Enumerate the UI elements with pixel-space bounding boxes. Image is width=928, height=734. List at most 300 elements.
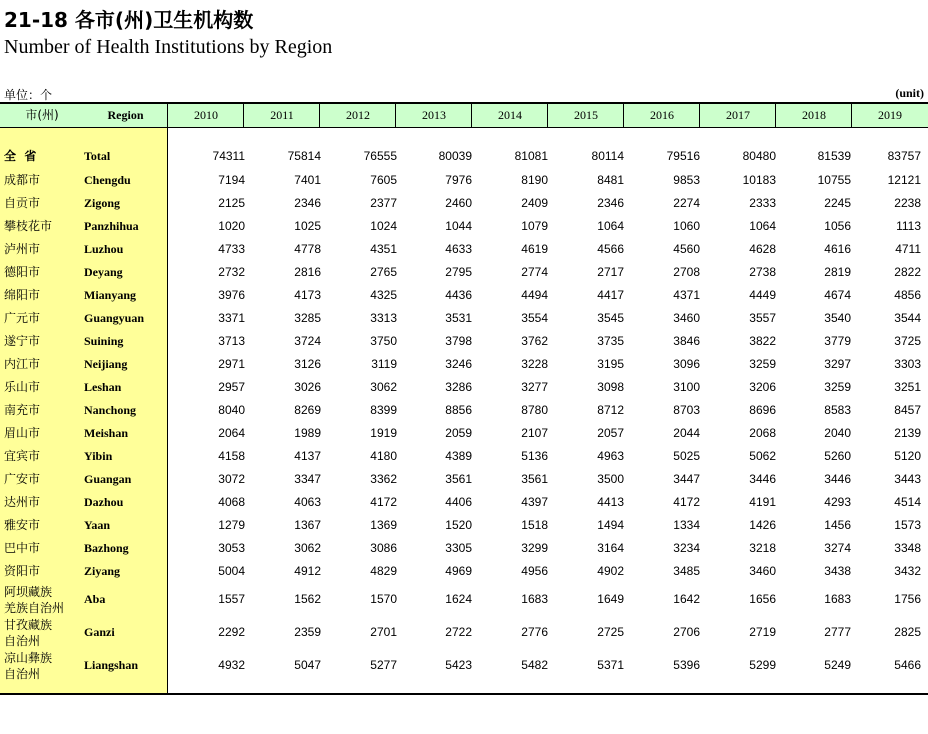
table-row <box>0 356 928 373</box>
cell-value: 8481 <box>597 173 624 187</box>
cell-value: 81081 <box>514 149 548 163</box>
cell-value: 4956 <box>521 564 548 578</box>
cell-value: 4616 <box>824 242 851 256</box>
cell-value: 5466 <box>894 658 921 672</box>
cell-value: 2765 <box>370 265 397 279</box>
cell-value: 5136 <box>521 449 548 463</box>
cell-value: 2708 <box>673 265 700 279</box>
table-row <box>0 148 928 165</box>
cell-value: 5025 <box>673 449 700 463</box>
cell-value: 76555 <box>363 149 397 163</box>
cell-value: 8856 <box>445 403 472 417</box>
cell-value: 1024 <box>370 219 397 233</box>
cell-value: 3713 <box>218 334 245 348</box>
cell-value: 5277 <box>370 658 397 672</box>
region-name-en: Ganzi <box>84 625 115 639</box>
region-name-en: Liangshan <box>84 658 139 672</box>
cell-value: 3228 <box>521 357 548 371</box>
cell-value: 2057 <box>597 426 624 440</box>
cell-value: 4969 <box>445 564 472 578</box>
cell-value: 1369 <box>370 518 397 532</box>
cell-value: 4371 <box>673 288 700 302</box>
cell-value: 1064 <box>597 219 624 233</box>
cell-value: 79516 <box>666 149 700 163</box>
cell-value: 2722 <box>445 625 472 639</box>
cell-value: 2732 <box>218 265 245 279</box>
cell-value: 3438 <box>824 564 851 578</box>
table-row <box>0 195 928 212</box>
region-name-cn: 全 省 <box>4 149 37 163</box>
cell-value: 3557 <box>749 311 776 325</box>
cell-value: 3218 <box>749 541 776 555</box>
unit-label-en: (unit) <box>895 86 924 100</box>
cell-value: 3100 <box>673 380 700 394</box>
cell-value: 8269 <box>294 403 321 417</box>
region-name-cn: 成都市 <box>4 173 41 187</box>
cell-value: 8583 <box>824 403 851 417</box>
table-row <box>0 310 928 327</box>
cell-value: 3062 <box>370 380 397 394</box>
header-year-2016: 2016 <box>650 108 674 122</box>
cell-value: 1060 <box>673 219 700 233</box>
cell-value: 3206 <box>749 380 776 394</box>
cell-value: 2717 <box>597 265 624 279</box>
cell-value: 8399 <box>370 403 397 417</box>
cell-value: 3822 <box>749 334 776 348</box>
region-name-en: Mianyang <box>84 288 137 302</box>
cell-value: 2725 <box>597 625 624 639</box>
cell-value: 3234 <box>673 541 700 555</box>
header-region-cn: 市(州) <box>25 108 59 122</box>
cell-value: 3303 <box>894 357 921 371</box>
cell-value: 3724 <box>294 334 321 348</box>
cell-value: 2245 <box>824 196 851 210</box>
region-name-en: Chengdu <box>84 173 131 187</box>
cell-value: 9853 <box>673 173 700 187</box>
region-name-en: Guangyuan <box>84 311 145 325</box>
cell-value: 81539 <box>817 149 851 163</box>
cell-value: 4172 <box>673 495 700 509</box>
cell-value: 3779 <box>824 334 851 348</box>
cell-value: 8696 <box>749 403 776 417</box>
cell-value: 4633 <box>445 242 472 256</box>
cell-value: 1518 <box>521 518 548 532</box>
cell-value: 4566 <box>597 242 624 256</box>
cell-value: 5371 <box>597 658 624 672</box>
cell-value: 4172 <box>370 495 397 509</box>
region-name-cn: 泸州市 <box>4 242 41 256</box>
cell-value: 3277 <box>521 380 548 394</box>
cell-value: 2719 <box>749 625 776 639</box>
cell-value: 3286 <box>445 380 472 394</box>
cell-value: 3540 <box>824 311 851 325</box>
region-name-en: Luzhou <box>84 242 124 256</box>
cell-value: 4856 <box>894 288 921 302</box>
cell-value: 2825 <box>894 625 921 639</box>
cell-value: 3098 <box>597 380 624 394</box>
table-row <box>0 563 928 580</box>
cell-value: 2238 <box>894 196 921 210</box>
region-name-en: Panzhihua <box>84 219 139 233</box>
cell-value: 2957 <box>218 380 245 394</box>
region-name-en: Zigong <box>84 196 121 210</box>
region-name-cn: 达州市 <box>4 495 41 509</box>
cell-value: 2040 <box>824 426 851 440</box>
cell-value: 2333 <box>749 196 776 210</box>
region-name-cn: 广元市 <box>4 311 41 325</box>
cell-value: 3126 <box>294 357 321 371</box>
cell-value: 3531 <box>445 311 472 325</box>
region-name-en: Aba <box>84 592 106 606</box>
table-row <box>0 218 928 235</box>
cell-value: 5120 <box>894 449 921 463</box>
header-year-2012: 2012 <box>346 108 370 122</box>
cell-value: 4733 <box>218 242 245 256</box>
table-row <box>0 402 928 419</box>
cell-value: 3246 <box>445 357 472 371</box>
cell-value: 7401 <box>294 173 321 187</box>
cell-value: 2346 <box>294 196 321 210</box>
cell-value: 4436 <box>445 288 472 302</box>
table-title-cn: 21-18 各市(州)卫生机构数 <box>4 8 254 32</box>
region-name-en: Leshan <box>84 380 122 394</box>
cell-value: 4180 <box>370 449 397 463</box>
cell-value: 80114 <box>591 149 624 163</box>
cell-value: 3460 <box>749 564 776 578</box>
cell-value: 3072 <box>218 472 245 486</box>
table-row <box>0 540 928 557</box>
cell-value: 3026 <box>294 380 321 394</box>
cell-value: 3347 <box>294 472 321 486</box>
cell-value: 5260 <box>824 449 851 463</box>
cell-value: 4413 <box>597 495 624 509</box>
table-header-rule <box>0 127 928 128</box>
cell-value: 4191 <box>749 495 776 509</box>
region-name-cn: 乐山市 <box>4 380 41 394</box>
cell-value: 4912 <box>294 564 321 578</box>
cell-value: 3299 <box>521 541 548 555</box>
cell-value: 5396 <box>673 658 700 672</box>
cell-value: 1020 <box>218 219 245 233</box>
cell-value: 2777 <box>824 625 851 639</box>
cell-value: 7194 <box>218 173 245 187</box>
region-name-cn: 绵阳市 <box>4 288 41 302</box>
region-name-en: Deyang <box>84 265 123 279</box>
region-name-en: Neijiang <box>84 357 128 371</box>
cell-value: 1426 <box>749 518 776 532</box>
cell-value: 1562 <box>294 592 321 606</box>
cell-value: 3846 <box>673 334 700 348</box>
cell-value: 74311 <box>212 149 245 163</box>
region-name-cn: 攀枝花市 <box>4 219 53 233</box>
cell-value: 2701 <box>370 625 397 639</box>
cell-value: 4325 <box>370 288 397 302</box>
cell-value: 1989 <box>294 426 321 440</box>
cell-value: 3561 <box>521 472 548 486</box>
cell-value: 3096 <box>673 357 700 371</box>
cell-value: 2822 <box>894 265 921 279</box>
cell-value: 2064 <box>218 426 245 440</box>
cell-value: 3053 <box>218 541 245 555</box>
cell-value: 5482 <box>521 658 548 672</box>
cell-value: 3544 <box>894 311 921 325</box>
region-name-en: Dazhou <box>84 495 124 509</box>
header-year-2018: 2018 <box>802 108 826 122</box>
cell-value: 4514 <box>894 495 921 509</box>
cell-value: 4674 <box>824 288 851 302</box>
cell-value: 3446 <box>749 472 776 486</box>
unit-label-cn: 单位：个 <box>4 88 53 102</box>
cell-value: 4173 <box>294 288 321 302</box>
cell-value: 3305 <box>445 541 472 555</box>
cell-value: 3500 <box>597 472 624 486</box>
cell-value: 2774 <box>521 265 548 279</box>
header-region-en: Region <box>107 108 144 122</box>
cell-value: 1683 <box>824 592 851 606</box>
cell-value: 2971 <box>218 357 245 371</box>
cell-value: 4932 <box>218 658 245 672</box>
table-row <box>0 617 928 647</box>
cell-value: 2816 <box>294 265 321 279</box>
cell-value: 1649 <box>597 592 624 606</box>
cell-value: 3348 <box>894 541 921 555</box>
cell-value: 5249 <box>824 658 851 672</box>
cell-value: 75814 <box>287 149 321 163</box>
cell-value: 3259 <box>824 380 851 394</box>
cell-value: 4711 <box>895 242 921 256</box>
cell-value: 5047 <box>294 658 321 672</box>
cell-value: 3460 <box>673 311 700 325</box>
cell-value: 3371 <box>218 311 245 325</box>
cell-value: 2819 <box>824 265 851 279</box>
cell-value: 2274 <box>673 196 700 210</box>
cell-value: 3545 <box>597 311 624 325</box>
table-row <box>0 584 928 614</box>
cell-value: 7605 <box>370 173 397 187</box>
cell-value: 3976 <box>218 288 245 302</box>
cell-value: 1279 <box>218 518 245 532</box>
cell-value: 3554 <box>521 311 548 325</box>
cell-value: 5423 <box>445 658 472 672</box>
cell-value: 2409 <box>521 196 548 210</box>
cell-value: 4494 <box>521 288 548 302</box>
region-name-cn: 宜宾市 <box>4 449 41 463</box>
cell-value: 1367 <box>294 518 321 532</box>
header-year-2011: 2011 <box>270 108 294 122</box>
cell-value: 2107 <box>521 426 548 440</box>
cell-value: 4063 <box>294 495 321 509</box>
cell-value: 2125 <box>218 196 245 210</box>
cell-value: 5004 <box>218 564 245 578</box>
cell-value: 3274 <box>824 541 851 555</box>
cell-value: 3735 <box>597 334 624 348</box>
cell-value: 1113 <box>896 219 921 233</box>
cell-value: 8040 <box>218 403 245 417</box>
cell-value: 3259 <box>749 357 776 371</box>
cell-value: 1683 <box>521 592 548 606</box>
cell-value: 5299 <box>749 658 776 672</box>
cell-value: 1044 <box>445 219 472 233</box>
cell-value: 2059 <box>445 426 472 440</box>
header-year-2019: 2019 <box>878 108 902 122</box>
table-row <box>0 650 928 680</box>
cell-value: 2738 <box>749 265 776 279</box>
region-name-cn: 德阳市 <box>4 265 41 279</box>
cell-value: 3251 <box>894 380 921 394</box>
cell-value: 3762 <box>521 334 548 348</box>
cell-value: 2460 <box>445 196 472 210</box>
cell-value: 2776 <box>521 625 548 639</box>
cell-value: 1056 <box>824 219 851 233</box>
cell-value: 3447 <box>673 472 700 486</box>
cell-value: 3485 <box>673 564 700 578</box>
cell-value: 2377 <box>370 196 397 210</box>
cell-value: 7976 <box>445 173 472 187</box>
region-name-cn: 南充市 <box>4 403 41 417</box>
cell-value: 1624 <box>445 592 472 606</box>
header-year-2013: 2013 <box>422 108 446 122</box>
cell-value: 4068 <box>218 495 245 509</box>
cell-value: 4406 <box>445 495 472 509</box>
cell-value: 2044 <box>673 426 700 440</box>
cell-value: 8712 <box>597 403 624 417</box>
table-row <box>0 448 928 465</box>
table-row <box>0 333 928 350</box>
cell-value: 1656 <box>749 592 776 606</box>
cell-value: 3313 <box>370 311 397 325</box>
table-row <box>0 517 928 534</box>
region-name-cn: 自贡市 <box>4 196 41 210</box>
cell-value: 3086 <box>370 541 397 555</box>
table-row <box>0 425 928 442</box>
cell-value: 2706 <box>673 625 700 639</box>
cell-value: 8457 <box>894 403 921 417</box>
region-name-cn: 眉山市 <box>4 426 41 440</box>
region-name-en: Yibin <box>84 449 113 463</box>
header-year-2014: 2014 <box>498 108 522 122</box>
cell-value: 3443 <box>894 472 921 486</box>
cell-value: 4829 <box>370 564 397 578</box>
cell-value: 3798 <box>445 334 472 348</box>
table-row <box>0 264 928 281</box>
cell-value: 1557 <box>218 592 245 606</box>
region-name-cn: 甘孜藏族 自治州 <box>4 618 53 648</box>
cell-value: 3285 <box>294 311 321 325</box>
region-name-cn: 巴中市 <box>4 541 41 555</box>
cell-value: 4778 <box>294 242 321 256</box>
cell-value: 3362 <box>370 472 397 486</box>
cell-value: 3062 <box>294 541 321 555</box>
cell-value: 4417 <box>597 288 624 302</box>
cell-value: 1570 <box>370 592 397 606</box>
cell-value: 3432 <box>894 564 921 578</box>
cell-value: 8703 <box>673 403 700 417</box>
region-name-en: Nanchong <box>84 403 137 417</box>
table-row <box>0 287 928 304</box>
cell-value: 2346 <box>597 196 624 210</box>
region-name-cn: 内江市 <box>4 357 41 371</box>
table-row <box>0 471 928 488</box>
cell-value: 4619 <box>521 242 548 256</box>
cell-value: 3750 <box>370 334 397 348</box>
table-row <box>0 241 928 258</box>
cell-value: 4902 <box>597 564 624 578</box>
cell-value: 2068 <box>749 426 776 440</box>
cell-value: 1494 <box>597 518 624 532</box>
cell-value: 1642 <box>673 592 700 606</box>
cell-value: 3164 <box>597 541 624 555</box>
region-name-en: Suining <box>84 334 124 348</box>
cell-value: 1334 <box>673 518 700 532</box>
cell-value: 3725 <box>894 334 921 348</box>
cell-value: 4137 <box>294 449 321 463</box>
table-row <box>0 494 928 511</box>
cell-value: 1025 <box>294 219 321 233</box>
cell-value: 4397 <box>521 495 548 509</box>
cell-value: 10183 <box>742 173 776 187</box>
cell-value: 3119 <box>371 357 397 371</box>
cell-value: 3297 <box>824 357 851 371</box>
cell-value: 5062 <box>749 449 776 463</box>
cell-value: 4158 <box>218 449 245 463</box>
cell-value: 4963 <box>597 449 624 463</box>
cell-value: 4628 <box>749 242 776 256</box>
cell-value: 2292 <box>218 625 245 639</box>
cell-value: 2795 <box>445 265 472 279</box>
table-header <box>0 104 928 127</box>
table-title-en: Number of Health Institutions by Region <box>4 36 333 58</box>
table-row <box>0 172 928 189</box>
cell-value: 1756 <box>894 592 921 606</box>
cell-value: 12121 <box>887 173 921 187</box>
cell-value: 3561 <box>445 472 472 486</box>
cell-value: 1919 <box>370 426 397 440</box>
region-name-cn: 雅安市 <box>4 518 41 532</box>
table-row <box>0 379 928 396</box>
cell-value: 80480 <box>742 149 776 163</box>
cell-value: 1456 <box>824 518 851 532</box>
cell-value: 10755 <box>817 173 851 187</box>
cell-value: 1573 <box>894 518 921 532</box>
cell-value: 1064 <box>749 219 776 233</box>
header-year-2015: 2015 <box>574 108 598 122</box>
header-year-2017: 2017 <box>726 108 750 122</box>
cell-value: 3195 <box>597 357 624 371</box>
cell-value: 4351 <box>370 242 397 256</box>
cell-value: 4449 <box>749 288 776 302</box>
cell-value: 4293 <box>824 495 851 509</box>
region-name-en: Ziyang <box>84 564 121 578</box>
region-name-cn: 凉山彝族 自治州 <box>4 651 53 681</box>
region-name-cn: 资阳市 <box>4 564 41 578</box>
region-name-en: Total <box>84 149 111 163</box>
header-year-2010: 2010 <box>194 108 218 122</box>
region-name-en: Bazhong <box>84 541 129 555</box>
cell-value: 8190 <box>521 173 548 187</box>
region-name-en: Yaan <box>84 518 111 532</box>
table-top-rule <box>0 102 928 104</box>
cell-value: 2359 <box>294 625 321 639</box>
cell-value: 1520 <box>445 518 472 532</box>
cell-value: 8780 <box>521 403 548 417</box>
region-name-en: Guangan <box>84 472 132 486</box>
cell-value: 3446 <box>824 472 851 486</box>
cell-value: 80039 <box>438 149 472 163</box>
cell-value: 4389 <box>445 449 472 463</box>
cell-value: 2139 <box>894 426 921 440</box>
region-name-cn: 阿坝藏族 羌族自治州 <box>4 585 65 615</box>
region-name-cn: 广安市 <box>4 472 41 486</box>
